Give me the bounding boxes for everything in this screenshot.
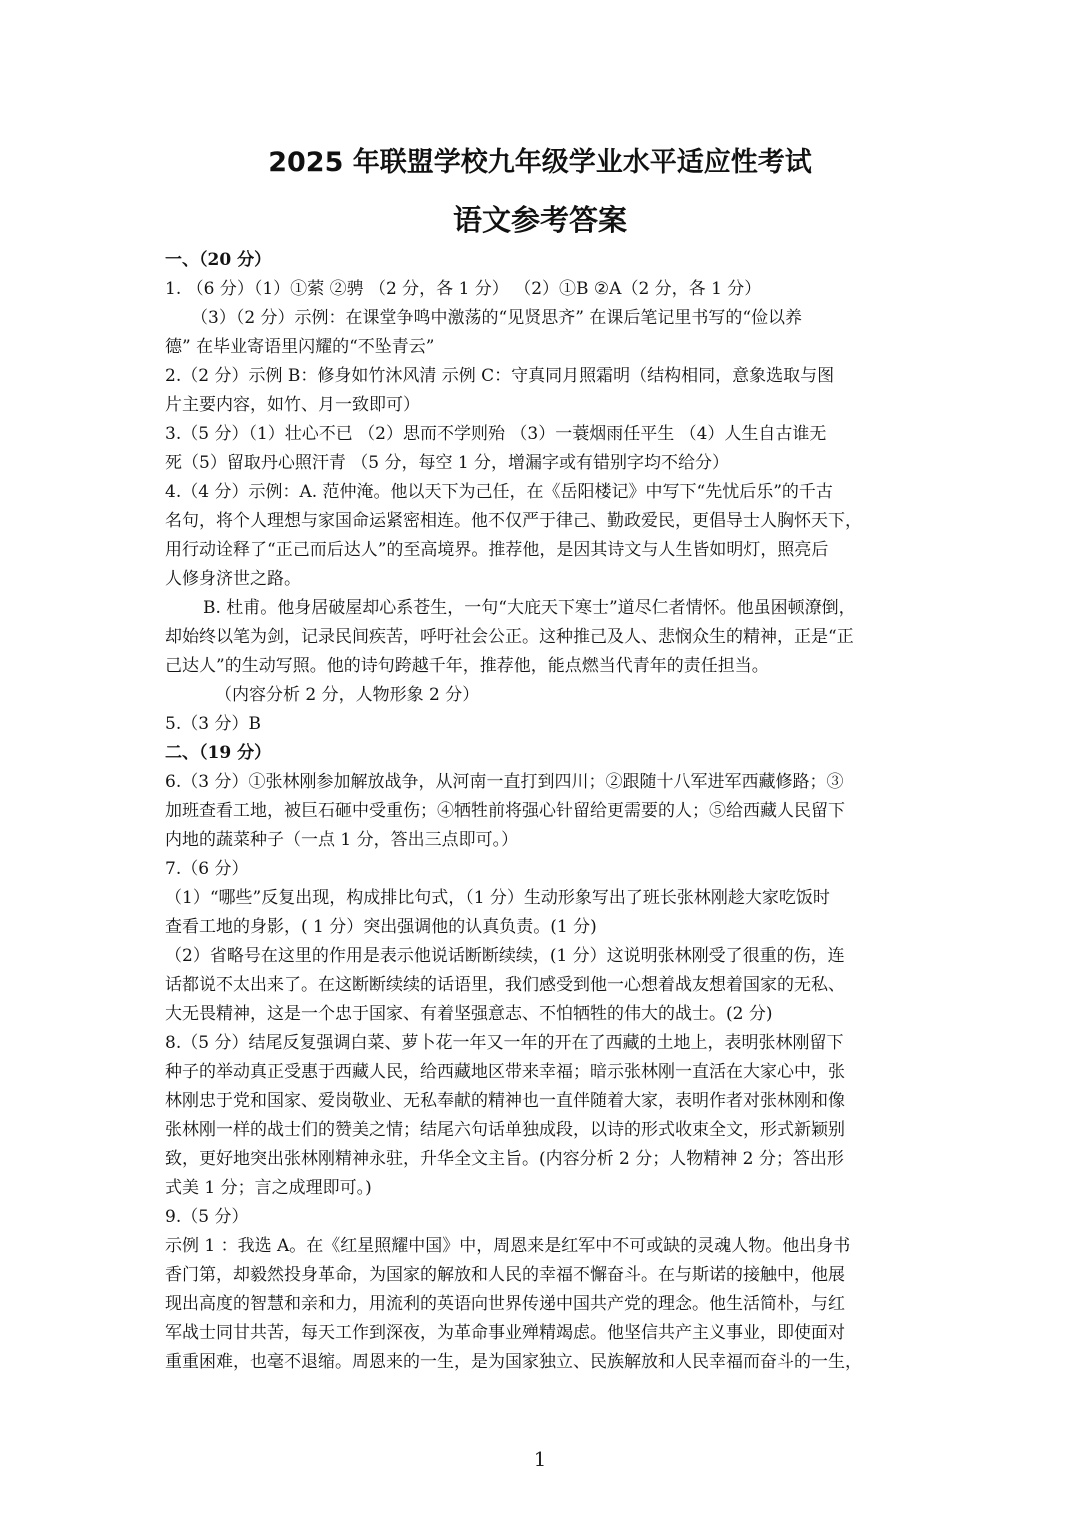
answer-line: 5.（3 分）B [165,714,261,734]
answer-line: 名句，将个人理想与家国命运紧密相连。他不仅严于律己、勤政爱民，更倡导士人胸怀天下， [165,511,862,531]
answer-line: 8.（5 分）结尾反复强调白菜、萝卜花一年又一年的开在了西藏的土地上，表明张林刚留下 [165,1033,844,1053]
answer-line: 6.（3 分）①张林刚参加解放战争，从河南一直打到四川；②跟随十八军进军西藏修路；③ [165,772,844,792]
answer-line: 致，更好地突出张林刚精神永驻，升华全文主旨。(内容分析 2 分；人物精神 2 分；答出形 [165,1149,844,1169]
answer-content [165,246,917,1377]
answer-line: 加班查看工地，被巨石砸中受重伤；④牺牲前将强心针留给更需要的人；⑤给西藏人民留下 [165,801,845,821]
answer-line: 查看工地的身影，( 1 分）突出强调他的认真负责。(1 分) [165,917,597,937]
answer-line: 死（5）留取丹心照汗青 （5 分，每空 1 分，增漏字或有错别字均不给分） [165,453,730,473]
answer-line: 香门第，却毅然投身革命，为国家的解放和人民的幸福不懈奋斗。在与斯诺的接触中，他展 [165,1265,845,1285]
answer-line: 德” 在毕业寄语里闪耀的“不坠青云” [165,337,435,357]
answer-line: 4.（4 分）示例：A. 范仲淹。他以天下为己任，在《岳阳楼记》中写下“先忧后乐”的千古 [165,482,833,502]
answer-line: 己达人”的生动写照。他的诗句跨越千年，推荐他，能点燃当代青年的责任担当。 [165,656,769,676]
answer-line: 张林刚一样的战士们的赞美之情；结尾六句话单独成段，以诗的形式收束全文，形式新颖别 [165,1120,845,1140]
answer-line: 9.（5 分） [165,1207,249,1227]
answer-line: 2.（2 分）示例 B：修身如竹沐风清 示例 C：守真同月照霜明（结构相同，意象选取与图 [165,366,835,386]
answer-line: 示例 1 ：我选 A。在《红星照耀中国》中，周恩来是红军中不可或缺的灵魂人物。他出身书 [165,1236,851,1256]
answer-line: 内地的蔬菜种子（一点 1 分，答出三点即可。） [165,830,519,850]
answer-line: 话都说不太出来了。在这断断续续的话语里，我们感受到他一心想着战友想着国家的无私、 [165,975,845,995]
answer-line: 林刚忠于党和国家、爱岗敬业、无私奉献的精神也一直伴随着大家，表明作者对张林刚和像 [165,1091,845,1111]
exam-title: 2025 年联盟学校九年级学业水平适应性考试 [268,147,812,178]
page-number: 1 [533,1447,547,1471]
answer-line: 1. （6 分）（1）①萦 ②骋 （2 分，各 1 分） （2）①B ②A（2 分，各 1 分） [165,279,762,299]
answer-line: 3.（5 分）（1）壮心不已 （2）思而不学则殆 （3）一蓑烟雨任平生 （4）人生自古谁无 [165,424,827,444]
answer-line: 大无畏精神，这是一个忠于国家、有着坚强意志、不怕牺牲的伟大的战士。(2 分) [165,1004,773,1024]
answer-line: 现出高度的智慧和亲和力，用流利的英语向世界传递中国共产党的理念。他生活简朴，与红 [165,1294,845,1314]
answer-line: 种子的举动真正受惠于西藏人民，给西藏地区带来幸福；暗示张林刚一直活在大家心中，张 [165,1062,845,1082]
answer-line: （1）“哪些”反复出现，构成排比句式，（1 分）生动形象写出了班长张林刚趁大家吃饭时 [165,888,830,908]
section-heading: 二、（19 分） [165,743,272,763]
answer-line: （3）（2 分）示例：在课堂争鸣中激荡的“见贤思齐” 在课后笔记里书写的“俭以养 [191,308,803,328]
answer-line: 重重困难，也毫不退缩。周恩来的一生，是为国家独立、民族解放和人民幸福而奋斗的一生， [165,1352,862,1372]
answer-line: 人修身济世之路。 [165,569,301,589]
answer-line: （内容分析 2 分，人物形象 2 分） [215,685,480,705]
answer-line: 军战士同甘共苦，每天工作到深夜，为革命事业殚精竭虑。他坚信共产主义事业，即使面对 [165,1323,845,1343]
answer-line: 7.（6 分） [165,859,249,879]
answer-line: （2）省略号在这里的作用是表示他说话断断续续，(1 分）这说明张林刚受了很重的伤，连 [165,946,845,966]
answer-line: 式美 1 分；言之成理即可。) [165,1178,372,1198]
answer-line: 却始终以笔为剑，记录民间疾苦，呼吁社会公正。这种推己及人、悲悯众生的精神，正是“正 [165,627,854,647]
answer-line: B. 杜甫。他身居破屋却心系苍生，一句“大庇天下寒士”道尽仁者情怀。他虽困顿潦倒， [203,598,856,618]
answer-line: 用行动诠释了“正己而后达人”的至高境界。推荐他，是因其诗文与人生皆如明灯，照亮后 [165,540,829,560]
answer-line: 片主要内容，如竹、月一致即可） [165,395,420,415]
answer-key-title: 语文参考答案 [452,203,627,237]
section-heading: 一、（20 分） [165,250,272,270]
